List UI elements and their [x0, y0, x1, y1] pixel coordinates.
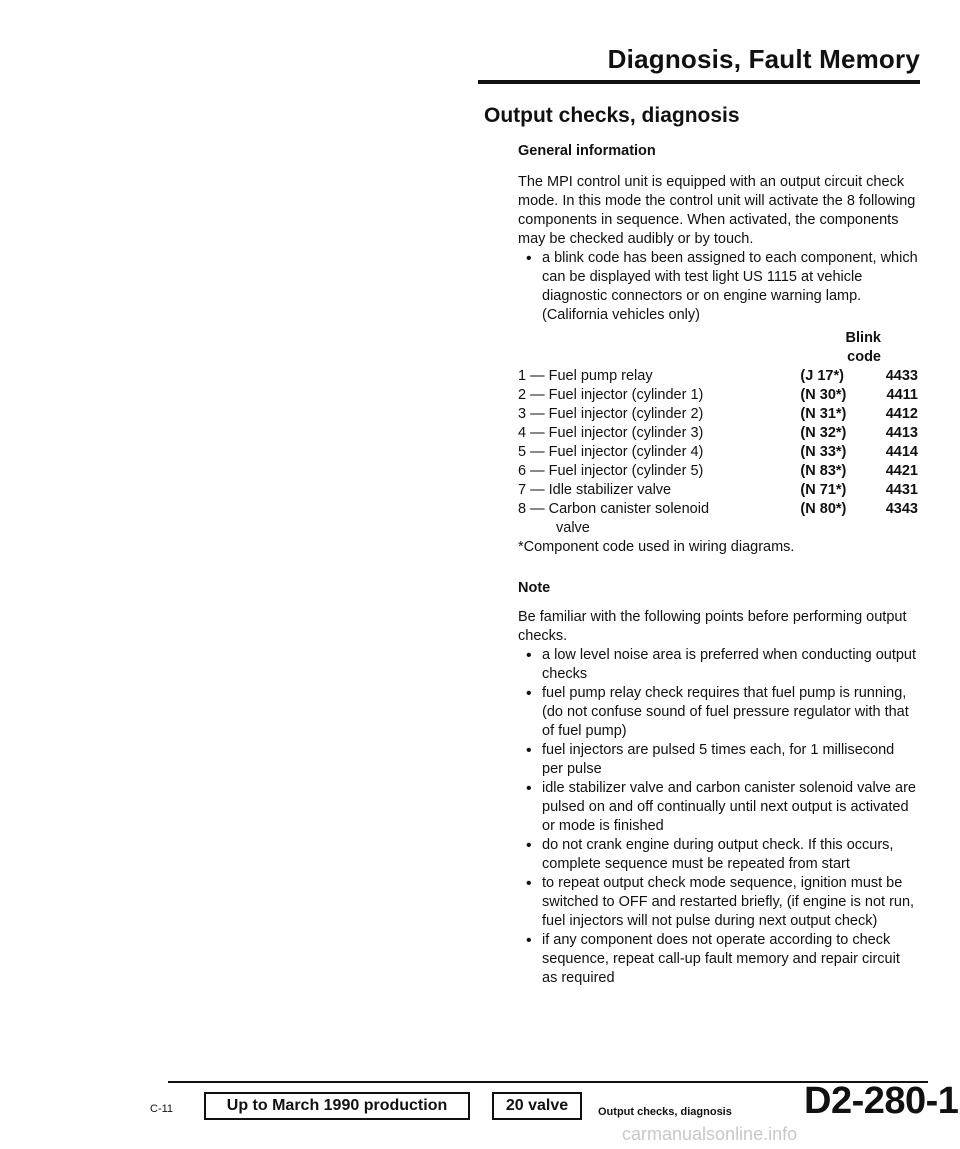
general-info-bullets	[518, 249, 918, 325]
blink-code: 4413	[885, 425, 918, 441]
table-row	[518, 443, 918, 462]
list-item: • do not crank engine during output check. If this occurs, complete sequence must be repeated from start	[518, 836, 918, 874]
section-title: Output checks, diagnosis	[484, 104, 740, 127]
blink-code: 4411	[886, 387, 918, 403]
blink-code: 4433	[885, 368, 918, 384]
component-code: (N 80*)	[800, 501, 847, 517]
table-row	[518, 424, 918, 443]
list-item: • a blink code has been assigned to each component, which can be displayed with test light US 1115 at vehicle diagnostic connectors or on engine warning lamp. (California vehicles only)	[518, 249, 918, 325]
list-item: • a low level noise area is preferred when conducting output checks	[518, 646, 918, 684]
table-row	[518, 405, 918, 424]
note-bullets	[518, 646, 918, 988]
list-item: • fuel injectors are pulsed 5 times each, for 1 millisecond per pulse	[518, 741, 918, 779]
table-row	[518, 500, 918, 519]
footnote: *Component code used in wiring diagrams.	[518, 539, 795, 555]
general-info-paragraph: The MPI control unit is equipped with an output circuit check mode. In this mode the control unit will activate the 8 following components in sequence. When activated, the components may be checked audibly or by touch.	[518, 174, 916, 247]
component-code: (N 31*)	[800, 406, 847, 422]
component-name: 4 — Fuel injector (cylinder 3)	[518, 425, 704, 441]
blink-code-header	[518, 329, 881, 367]
component-name: 1 — Fuel pump relay	[518, 368, 653, 384]
component-code: (N 30*)	[800, 387, 847, 403]
table-row	[518, 386, 918, 405]
footer-section-label: Output checks, diagnosis	[598, 1106, 732, 1118]
component-code: (J 17*)	[800, 368, 844, 384]
component-name: 6 — Fuel injector (cylinder 5)	[518, 463, 704, 479]
component-code: (N 33*)	[800, 444, 847, 460]
empty-cell	[800, 519, 874, 538]
document-body	[518, 142, 918, 988]
page-header-title: Diagnosis, Fault Memory	[607, 44, 920, 74]
general-info-heading: General information	[518, 143, 656, 159]
empty-cell	[874, 519, 918, 538]
component-name-continuation: valve	[556, 520, 590, 536]
component-name: 5 — Fuel injector (cylinder 4)	[518, 444, 704, 460]
engine-variant-box: 20 valve	[492, 1092, 582, 1120]
list-item: • if any component does not operate according to check sequence, repeat call-up fault memory and repair circuit as required	[518, 931, 918, 988]
blink-header-line-1: Blink	[845, 330, 881, 346]
table-row	[518, 519, 918, 538]
blink-code: 4412	[885, 406, 918, 422]
component-code: (N 32*)	[800, 425, 847, 441]
production-range-box: Up to March 1990 production	[204, 1092, 470, 1120]
component-name: 2 — Fuel injector (cylinder 1)	[518, 387, 704, 403]
table-row	[518, 367, 918, 386]
blink-code: 4431	[885, 482, 918, 498]
table-row	[518, 462, 918, 481]
components-table	[518, 367, 918, 538]
table-row	[518, 481, 918, 500]
list-item: • fuel pump relay check requires that fuel pump is running, (do not confuse sound of fuel pressure regulator with that of fuel pump)	[518, 684, 918, 741]
component-code: (N 71*)	[800, 482, 847, 498]
list-item: • to repeat output check mode sequence, ignition must be switched to OFF and restarted briefly, (if engine is not run, fuel injectors will not pulse during next output check)	[518, 874, 918, 931]
component-code: (N 83*)	[800, 463, 847, 479]
blink-code: 4421	[885, 463, 918, 479]
blink-code: 4414	[885, 444, 918, 460]
component-name: 3 — Fuel injector (cylinder 2)	[518, 406, 704, 422]
note-heading: Note	[518, 580, 551, 596]
page-number: D2-280-1	[804, 1080, 959, 1122]
component-name: 8 — Carbon canister solenoid	[518, 501, 710, 517]
header-rule	[478, 80, 920, 84]
page-tag: C-11	[150, 1103, 174, 1115]
watermark: carmanualsonline.info	[622, 1124, 798, 1144]
component-name: 7 — Idle stabilizer valve	[518, 482, 672, 498]
note-intro: Be familiar with the following points before performing output checks.	[518, 609, 907, 644]
blink-header-line-2: code	[847, 349, 881, 365]
list-item: • idle stabilizer valve and carbon canister solenoid valve are pulsed on and off continually until next output is activated or mode is finished	[518, 779, 918, 836]
blink-code: 4343	[885, 501, 918, 517]
